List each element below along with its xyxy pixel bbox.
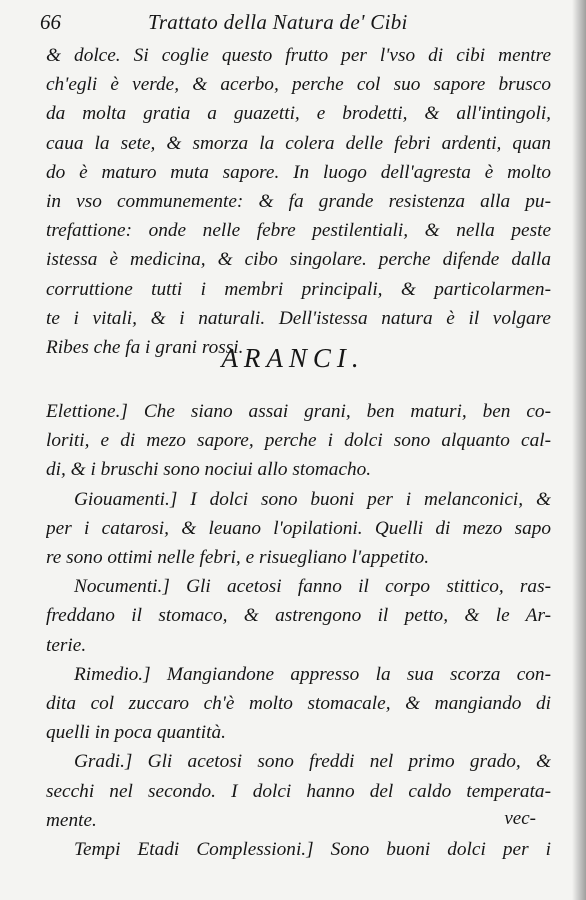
text-line: Ribes che fa i grani rossi. [46, 337, 244, 359]
text-line: istessa è medicina, & cibo singolare. perche difende dalla [46, 249, 551, 271]
entry-giouamenti [46, 485, 551, 573]
paragraph-continuation [46, 41, 551, 362]
entry-nocumenti [46, 572, 551, 660]
text-line: di, & i bruschi sono nociui allo stomacho. [46, 459, 372, 481]
text-line: Gradi.] Gli acetosi sono freddi nel primo grado, & [74, 751, 551, 773]
text-line: Rimedio.] Mangiandone appresso la sua scorza con- [74, 663, 551, 685]
section-heading: ARANCI. [221, 343, 365, 373]
text-line: re sono ottimi nelle febri, e risuegliano l'appetito. [46, 547, 430, 569]
text-line: trefattione: onde nelle febre pestilentiali, & nella peste [46, 220, 551, 242]
section-body [46, 397, 551, 864]
text-line: & dolce. Si coglie questo frutto per l'vso di cibi mentre [46, 45, 551, 66]
gutter-shadow [572, 0, 586, 900]
text-line: corruttione tutti i membri principali, & particolarmen- [46, 278, 551, 300]
catchword: vec- [504, 808, 536, 829]
text-line: da molta gratia a guazetti, e brodetti, & all'intingoli, [46, 103, 551, 125]
text-line: terie. [46, 634, 87, 656]
entry-rimedio [46, 660, 551, 748]
running-head [40, 10, 556, 36]
text-line: in vso communemente: & fa grande resistenza alla pu- [46, 191, 551, 213]
entry-tempi [46, 835, 551, 864]
text-line: te i vitali, & i naturali. Dell'istessa natura è il volgare [46, 307, 551, 329]
text-line: secchi nel secondo. I dolci hanno del caldo temperata- [46, 780, 551, 802]
entry-elettione [46, 397, 551, 485]
text-line: dita col zuccaro ch'è molto stomacale, & mangiando di [46, 693, 551, 715]
text-line: Tempi Etadi Complessioni.] Sono buoni dolci per i [74, 839, 551, 861]
text-line: freddano il stomaco, & astrengono il petto, & le Ar- [46, 605, 551, 627]
entry-gradi [46, 747, 551, 835]
text-line: ch'egli è verde, & acerbo, perche col suo sapore brusco [46, 74, 551, 96]
text-line: Nocumenti.] Gli acetosi fanno il corpo stittico, ras- [74, 576, 551, 598]
text-line: do è maturo muta sapore. In luogo dell'agresta è molto [46, 161, 551, 183]
text-line: loriti, e di mezo sapore, perche i dolci sono alquanto cal- [46, 430, 551, 452]
text-line: per i catarosi, & leuano l'opilationi. Quelli di mezo sapo [46, 517, 551, 539]
text-line: quelli in poca quantità. [46, 722, 226, 744]
running-title: Trattato della Natura de' Cibi [148, 10, 408, 34]
text-line: Elettione.] Che siano assai grani, ben maturi, ben co- [46, 401, 551, 422]
page-number: 66 [40, 10, 61, 34]
text-line: caua la sete, & smorza la colera delle febri ardenti, quan [46, 132, 551, 154]
text-line: Giouamenti.] I dolci sono buoni per i melanconici, & [74, 488, 551, 510]
text-line: mente. [46, 809, 97, 831]
